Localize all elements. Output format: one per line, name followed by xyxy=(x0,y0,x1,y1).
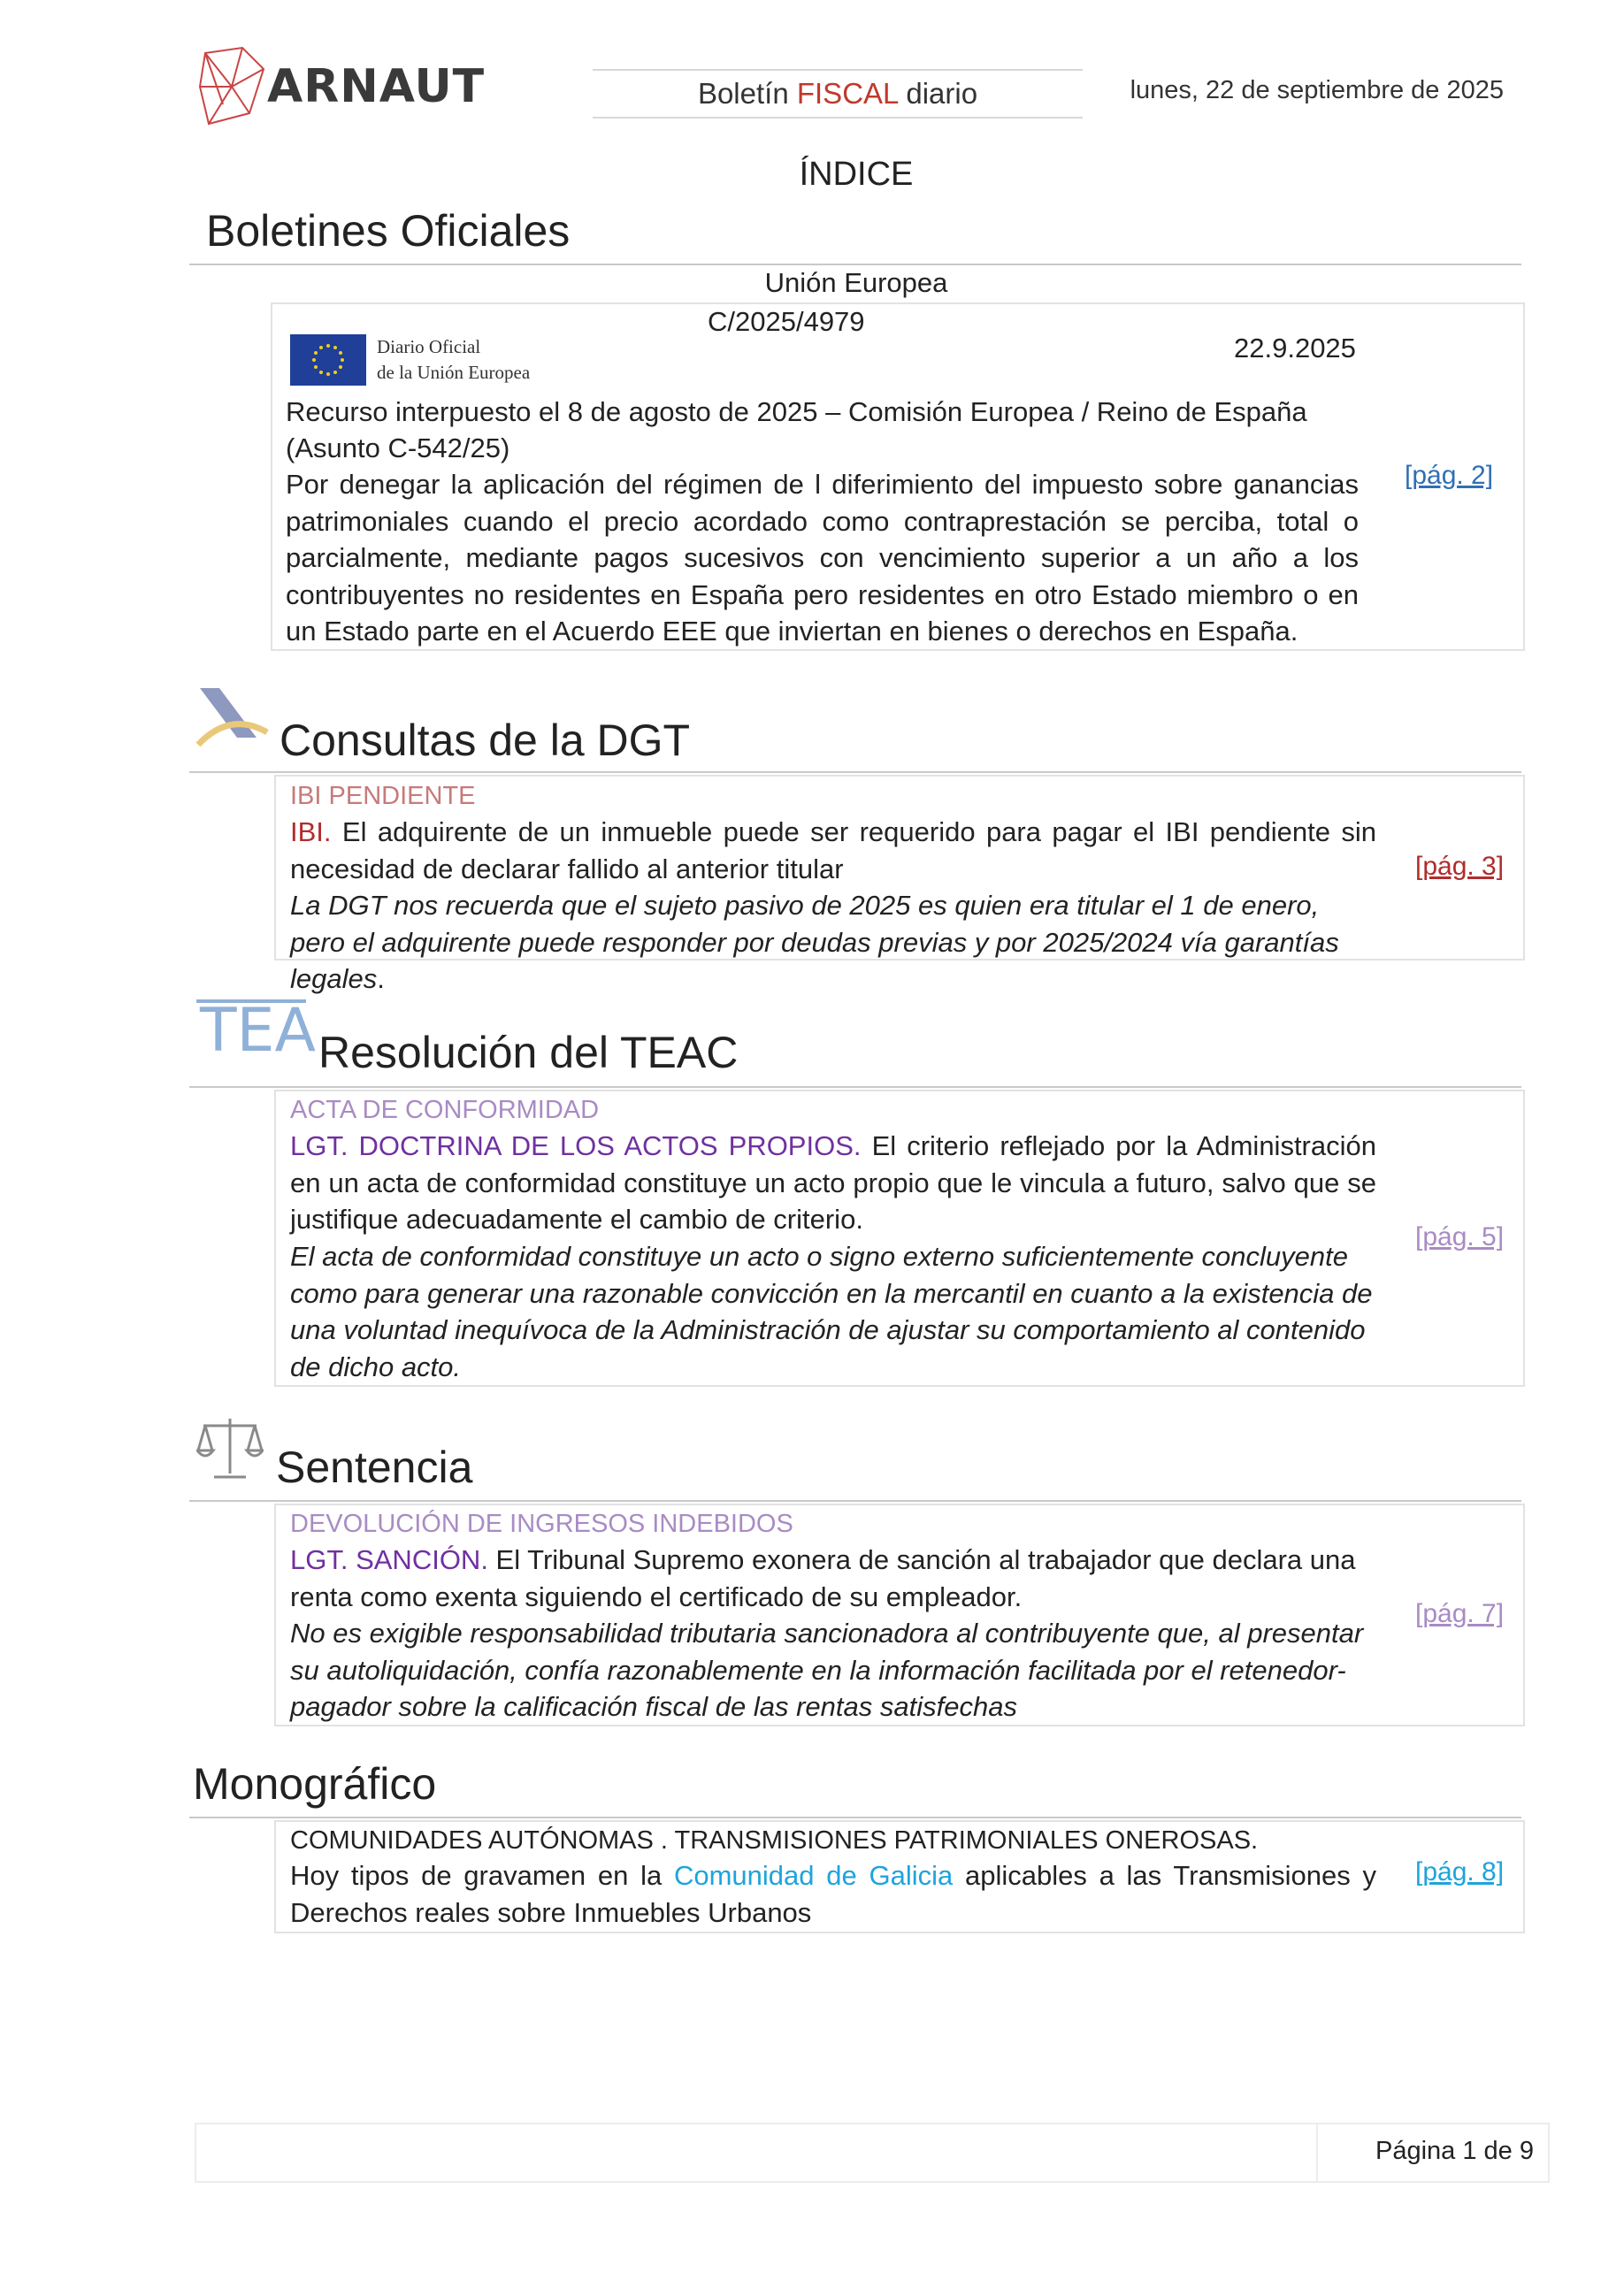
boletines-line2: (Asunto C-542/25) xyxy=(286,432,510,463)
bulletin-suffix: diario xyxy=(898,77,978,110)
monografico-text-after: aplicables a las Transmisiones y Derechos reales sobre Inmuebles Urbanos xyxy=(290,1860,1376,1928)
header-date: lunes, 22 de septiembre de 2025 xyxy=(1130,76,1504,104)
boletines-doc-date: 22.9.2025 xyxy=(1234,333,1356,364)
teac-logo-text: TEA xyxy=(200,996,317,1066)
boletines-rule xyxy=(189,264,1521,265)
dgt-text: El adquirente de un inmueble puede ser requerido para pagar el IBI pendiente sin necesidad de declarar fallido al anterior titular xyxy=(290,816,1376,884)
bulletin-title xyxy=(593,69,1083,119)
sentencia-text: El Tribunal Supremo exonera de sanción al trabajador que declara una renta como exenta siguiendo el certificado de su empleador. xyxy=(290,1544,1356,1612)
monografico-summary xyxy=(290,1857,1376,1931)
eu-journal-name xyxy=(377,334,530,386)
eu-journal-line1: Diario Oficial xyxy=(377,336,481,357)
monografico-rule xyxy=(189,1817,1521,1818)
sentencia-category: DEVOLUCIÓN DE INGRESOS INDEBIDOS xyxy=(290,1510,793,1538)
teac-text: El criterio reflejado por la Administración en un acta de conformidad constituye un acto propio que le vincula a futuro, salvo que se justifique adecuadamente el cambio de criterio. xyxy=(290,1130,1376,1235)
sentencia-title: Sentencia xyxy=(276,1443,473,1492)
agencia-tributaria-icon xyxy=(195,686,269,752)
teac-logo xyxy=(196,996,317,1066)
teac-summary xyxy=(290,1128,1376,1238)
dgt-page-link[interactable]: [pág. 3] xyxy=(1415,852,1505,881)
monografico-text-before: Hoy tipos de gravamen en la xyxy=(290,1860,674,1891)
sentencia-italic: No es exigible responsabilidad tributaria sancionadora al contribuyente que, al presentar su autoliquidación, confía razonablemente en la información facilitada por el retenedor-pagador sobre la calificación fiscal de las rentas satisfechas xyxy=(290,1618,1364,1722)
dgt-title: Consultas de la DGT xyxy=(280,716,691,765)
eu-flag-icon xyxy=(290,334,366,386)
logo-text: ARNAUT xyxy=(267,60,486,113)
teac-lead: LGT. DOCTRINA DE LOS ACTOS PROPIOS. xyxy=(290,1130,862,1161)
teac-italic: El acta de conformidad constituye un acto o signo externo suficientemente concluyente como para generar una razonable convicción en la mercantil en cuanto a la existencia de una voluntad inequívoca de la Administración de ajustar su comportamiento al contenido de dicho acto. xyxy=(290,1241,1373,1382)
dgt-rule xyxy=(189,771,1521,773)
bulletin-prefix: Boletín xyxy=(697,77,797,110)
teac-title: Resolución del TEAC xyxy=(318,1028,739,1077)
footer-box xyxy=(195,2123,1550,2183)
arnaut-logo xyxy=(196,42,486,131)
dgt-category: IBI PENDIENTE xyxy=(290,782,476,810)
teac-rule xyxy=(189,1086,1521,1088)
boletines-title: Boletines Oficiales xyxy=(206,206,571,256)
teac-category: ACTA DE CONFORMIDAD xyxy=(290,1096,600,1124)
sentencia-rule xyxy=(189,1500,1521,1502)
monografico-title: Monográfico xyxy=(193,1759,437,1809)
dgt-italic-end: . xyxy=(377,963,385,994)
bulletin-highlight: FISCAL xyxy=(796,77,899,110)
boletines-page-link[interactable]: [pág. 2] xyxy=(1405,461,1494,490)
index-title: ÍNDICE xyxy=(799,156,914,193)
dgt-lead: IBI. xyxy=(290,816,332,847)
dgt-italic-text: La DGT nos recuerda que el sujeto pasivo de 2025 es quien era titular el 1 de enero, pero el adquirente puede responder por deudas previas y por 2025/2024 vía garantías legales xyxy=(290,890,1339,994)
sentencia-lead: LGT. SANCIÓN. xyxy=(290,1544,488,1575)
monografico-heading: COMUNIDADES AUTÓNOMAS . TRANSMISIONES PATRIMONIALES ONEROSAS. xyxy=(290,1826,1259,1855)
eu-journal-line2: de la Unión Europea xyxy=(377,362,531,383)
footer-page-number: Página 1 de 9 xyxy=(1375,2137,1534,2165)
dgt-summary xyxy=(290,814,1376,887)
footer-divider xyxy=(1316,2124,1318,2181)
monografico-page-link[interactable]: [pág. 8] xyxy=(1415,1857,1505,1887)
boletines-doc-id: C/2025/4979 xyxy=(708,306,865,337)
scales-of-justice-icon xyxy=(196,1415,264,1482)
dgt-italic xyxy=(290,887,1376,998)
galicia-link[interactable]: Comunidad de Galicia xyxy=(673,1860,954,1891)
boletines-body: Por denegar la aplicación del régimen de l diferimiento del impuesto sobre ganancias patrimoniales cuando el precio acordado como contraprestación se perciba, total o parcialmente, mediante pagos sucesivos con vencimiento superior a un año a los contribuyentes no residentes en España pero residentes en otro Estado miembro o en un Estado parte en el Acuerdo EEE que inviertan en bienes o derechos en España. xyxy=(286,469,1359,647)
boletines-line1: Recurso interpuesto el 8 de agosto de 2025 – Comisión Europea / Reino de España xyxy=(286,396,1307,427)
arnaut-gem-icon xyxy=(196,42,267,131)
sentencia-summary xyxy=(290,1542,1376,1615)
teac-page-link[interactable]: [pág. 5] xyxy=(1415,1222,1505,1251)
sentencia-page-link[interactable]: [pág. 7] xyxy=(1415,1599,1505,1628)
boletines-region: Unión Europea xyxy=(764,267,948,298)
